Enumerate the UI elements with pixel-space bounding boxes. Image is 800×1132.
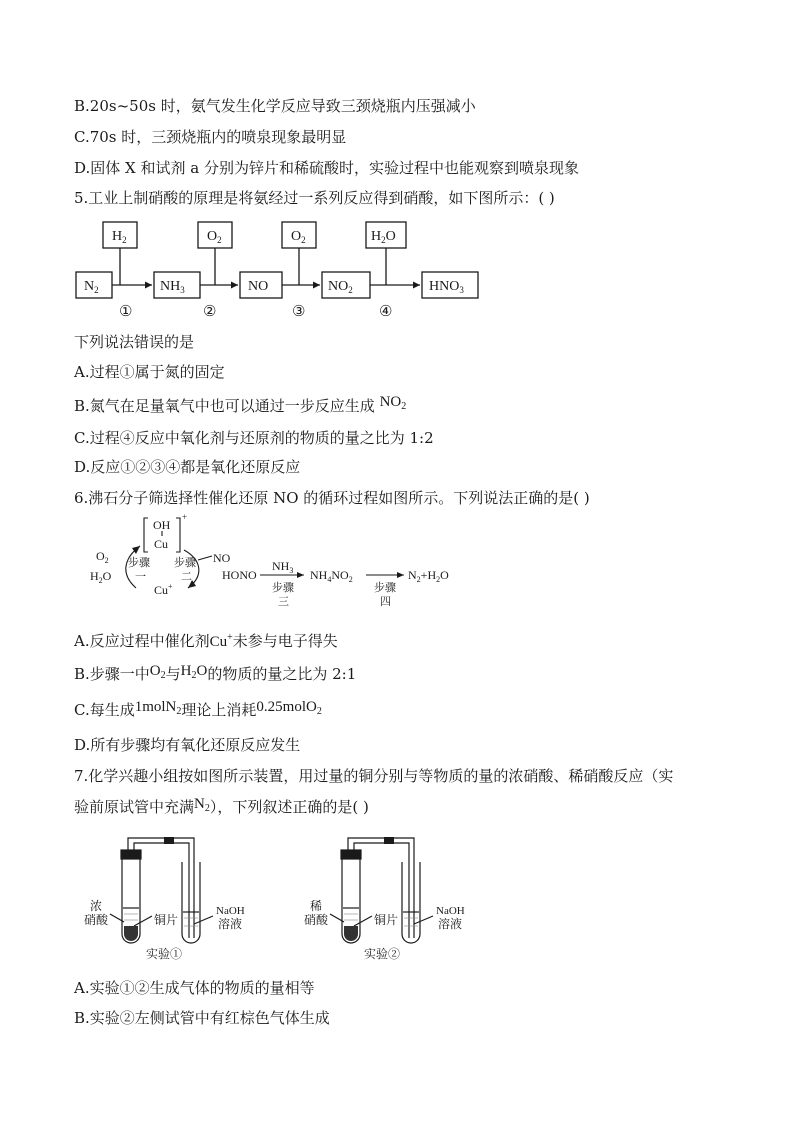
no-label: NO (248, 279, 269, 294)
q7-stem-line-1: 7.化学兴趣小组按如图所示装置，用过量的铜分别与等物质的量的浓硝酸、稀硝酸反应（实 (74, 767, 674, 785)
step-3-label-b: 三 (278, 596, 289, 608)
exp2-copper-label: 铜片 (374, 913, 399, 927)
no-reduction-cycle-diagram (70, 512, 470, 616)
exp2-label: 实验② (364, 947, 401, 961)
complex-charge-label: + (182, 512, 188, 522)
h2-label: $H_2$ (112, 229, 127, 245)
exp2-solution-label: 溶液 (438, 917, 463, 931)
step-1-label-b: 一 (135, 571, 146, 583)
experiment-2-apparatus (330, 837, 433, 943)
exp1-copper-label: 铜片 (154, 913, 179, 927)
step-2-label: ② (203, 304, 217, 320)
q4-option-d: D.固体 X 和试剂 a 分别为锌片和稀硫酸时，实验过程中也能观察到喷泉现象 (74, 159, 579, 177)
q6-option-b: B.步骤一中$O_2$与$H_2O$的物质的量之比为 2:1 (74, 663, 357, 683)
q5-option-c: C.过程④反应中氧化剂与还原剂的物质的量之比为 1:2 (74, 429, 434, 447)
complex-bracket-left (144, 518, 148, 552)
q5-stem: 5.工业上制硝酸的原理是将氨经过一系列反应得到硝酸，如下图所示：( ) (74, 189, 555, 207)
nh4no2-label: $NH_4NO_2$ (310, 568, 353, 584)
q6-option-d: D.所有步骤均有氧化还原反应发生 (74, 736, 301, 754)
q5-option-a: A.过程①属于氮的固定 (74, 363, 225, 381)
exp1-acid-label-b: 硝酸 (84, 913, 109, 927)
complex-bracket-right (176, 518, 180, 552)
complex-cu-label: Cu (154, 537, 169, 551)
exp2-acid-label-b: 硝酸 (304, 913, 329, 927)
nh3-label: $NH_3$ (160, 279, 185, 295)
products-label: $N_2+H_2O$ (408, 568, 449, 584)
nh3-reagent-label: $NH_3$ (272, 559, 294, 575)
exp1-solution-label: 溶液 (218, 917, 243, 931)
q5-option-b-text: B.氮气在足量氧气中也可以通过一步反应生成 (74, 397, 375, 415)
step-4-label: ④ (379, 304, 393, 320)
h2o-reactant-label: $H_2O$ (90, 569, 112, 585)
q7-option-b: B.实验②左侧试管中有红棕色气体生成 (74, 1009, 330, 1027)
q5-option-b (74, 396, 406, 422)
cu-plus-label: Cu+ (154, 582, 173, 597)
h2o-label: $H_2O$ (371, 229, 396, 245)
q7-stem-line-2: 验前原试管中充满$N_2$），下列叙述正确的是( ) (74, 796, 369, 816)
step-2-label-a: 步骤 (174, 557, 196, 569)
step-4-label-a: 步骤 (374, 582, 396, 594)
exp1-label: 实验① (146, 947, 183, 961)
step-1-label-a: 步骤 (128, 557, 150, 569)
q5-option-b-formula: $NO_2$ (379, 394, 407, 412)
step-1-label: ① (119, 304, 133, 320)
o2-label-2: $O_2$ (291, 229, 306, 245)
n2-label: $N_2$ (84, 279, 99, 295)
o2-label-1: $O_2$ (207, 229, 222, 245)
exp1-acid-label-a: 浓 (90, 899, 103, 913)
q5-option-d: D.反应①②③④都是氧化还原反应 (74, 458, 301, 476)
copper-nitric-acid-apparatus (70, 826, 490, 966)
step-2-label-b: 二 (181, 571, 192, 583)
complex-oh-label: OH (153, 518, 171, 532)
cu-plus-formula: Cu+ (209, 632, 233, 650)
o2-reactant-label: $O_2$ (96, 549, 109, 565)
q4-option-b: B.20s~50s 时，氨气发生化学反应导致三颈烧瓶内压强减小 (74, 97, 476, 115)
no-reactant-label: NO (213, 551, 231, 565)
exp2-naoh-label: NaOH (436, 905, 465, 917)
no2-label: $NO_2$ (328, 279, 353, 295)
q6-option-c: C.每生成1molN$_2$理论上消耗0.25molO$_2$ (74, 699, 322, 719)
exp2-acid-label-a: 稀 (310, 899, 323, 913)
step-3-label-a: 步骤 (272, 582, 294, 594)
nitric-acid-flow-diagram (70, 214, 490, 324)
q6-option-a: A.反应过程中催化剂Cu+未参与电子得失 (74, 632, 338, 650)
step-4-label-b: 四 (380, 596, 391, 608)
hono-label: HONO (222, 568, 257, 582)
exp1-naoh-label: NaOH (216, 905, 245, 917)
q7-option-a: A.实验①②生成气体的物质的量相等 (74, 979, 315, 997)
experiment-1-apparatus (110, 837, 213, 943)
hno3-label: $HNO_3$ (429, 279, 464, 295)
q6-stem: 6.沸石分子筛选择性催化还原 NO 的循环过程如图所示。下列说法正确的是( ) (74, 489, 590, 507)
q4-option-c: C.70s 时，三颈烧瓶内的喷泉现象最明显 (74, 128, 347, 146)
q5-prompt: 下列说法错误的是 (74, 333, 195, 351)
step-3-label: ③ (292, 304, 306, 320)
